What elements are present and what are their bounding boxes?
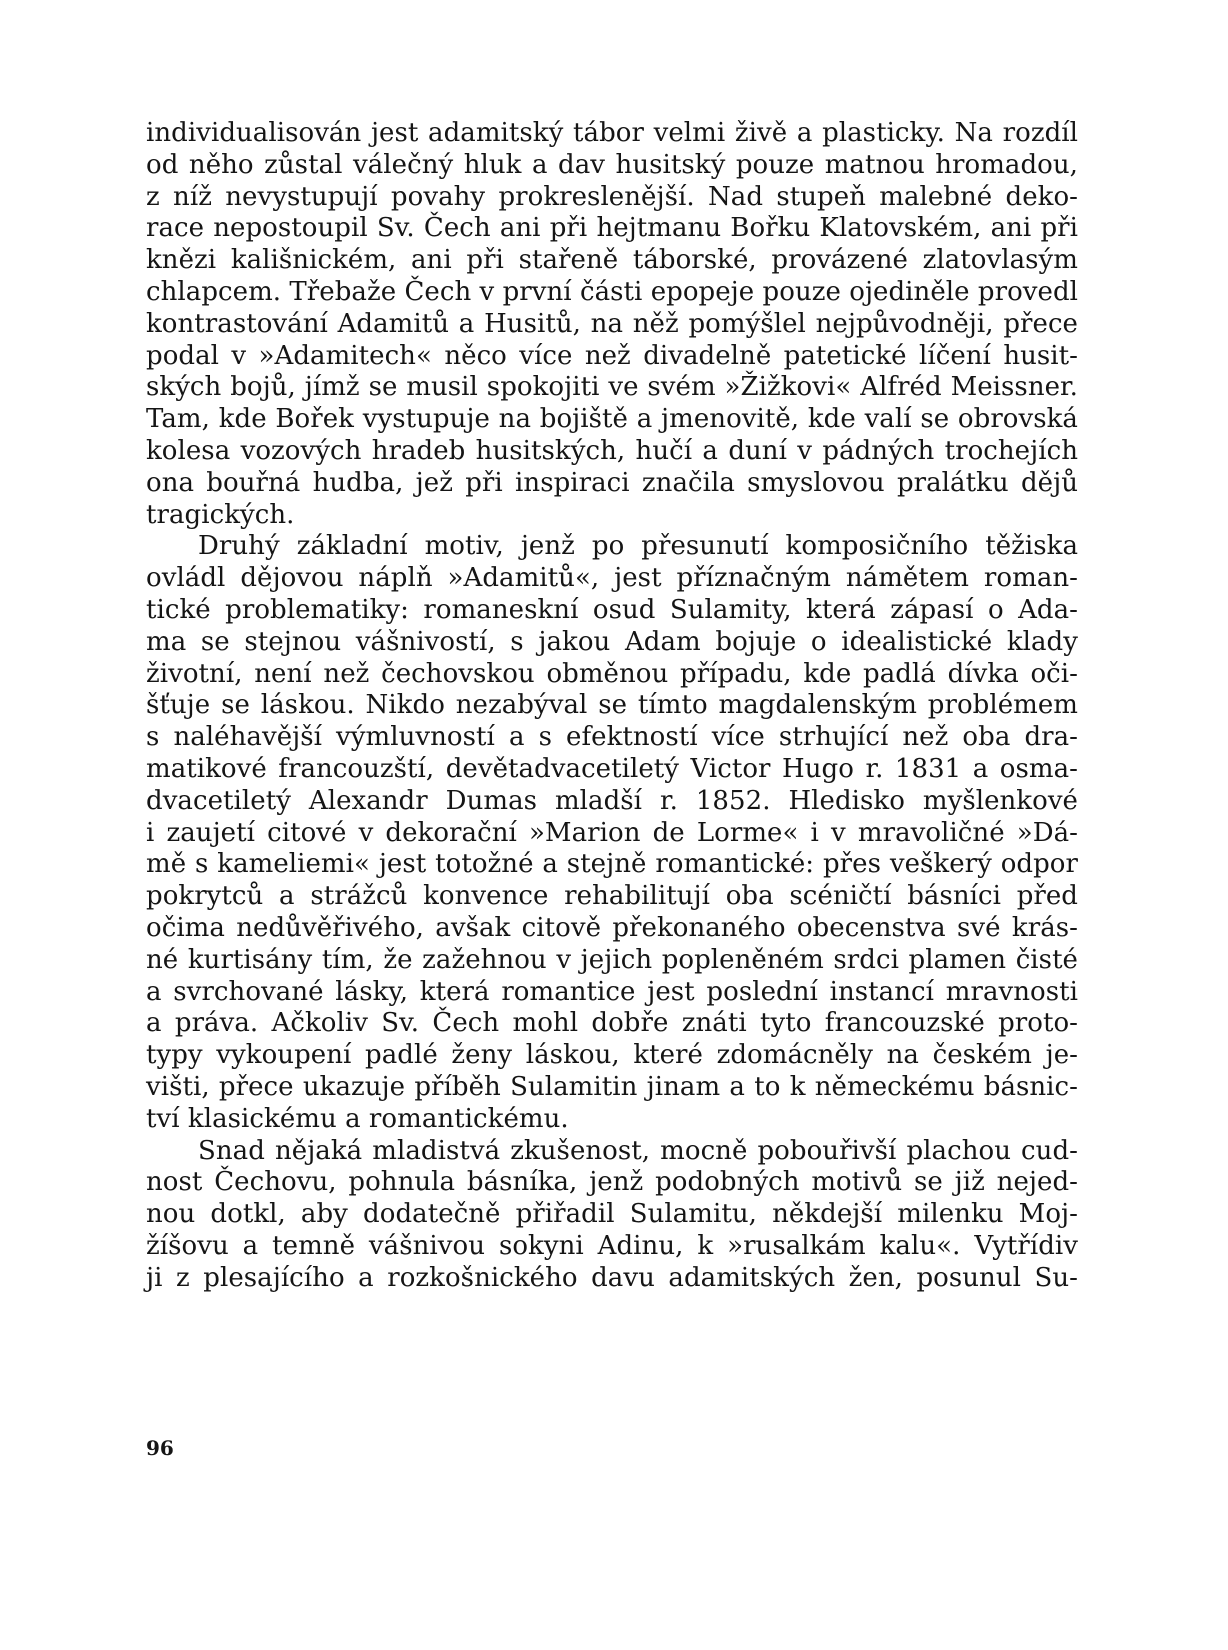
text-line: chlapcem. Třebaže Čech v první části epopeje pouze ojediněle provedl (146, 276, 1079, 307)
text-line: Druhý základní motiv, jenž po přesunutí komposičního těžiska (198, 531, 1078, 562)
text-line: individualisován jest adamitský tábor velmi živě a plasticky. Na rozdíl (146, 118, 1078, 148)
text-line: tické problematiky: romaneskní osud Sulamity, která zápasí o Ada- (146, 594, 1078, 625)
page-number: 96 (146, 1436, 174, 1460)
text-line: Tam, kde Bořek vystupuje na bojiště a jmenovitě, kde valí se obrovská (146, 404, 1078, 435)
paragraph-1 (146, 118, 1078, 531)
text-line: ji z plesajícího a rozkošnického davu adamitských žen, posunul Su- (146, 1262, 1078, 1293)
text-line: né kurtisány tím, že zažehnou v jejich popleněném srdci plamen čisté (146, 944, 1078, 975)
text-line: Snad nějaká mladistvá zkušenost, mocně pobouřivší plachou cud- (198, 1135, 1078, 1166)
text-line: ona bouřná hudba, jež při inspiraci značila smyslovou pralátku dějů (146, 467, 1078, 498)
text-line: žíšovu a temně vášnivou sokyni Adinu, k »rusalkám kalu«. Vytřídiv (146, 1230, 1078, 1261)
text-line: višti, přece ukazuje příběh Sulamitin jinam a to k německému básnic- (146, 1071, 1078, 1102)
text-line: knězi kališnickém, ani při stařeně táborské, provázené zlatovlasým (146, 245, 1078, 276)
text-line: typy vykoupení padlé ženy láskou, které zdomácněly na českém je- (146, 1040, 1078, 1071)
text-line: i zaujetí citové v dekorační »Marion de Lorme« i v mravoličné »Dá- (146, 817, 1078, 848)
text-line: nou dotkl, aby dodatečně přiřadil Sulamitu, někdejší milenku Moj- (146, 1199, 1078, 1230)
text-line: kolesa vozových hradeb husitských, hučí a duní v pádných trochejích (146, 435, 1078, 466)
text-line: tví klasickému a romantickému. (146, 1103, 569, 1134)
text-line: pokrytců a strážců konvence rehabilitují oba scéničtí básníci před (146, 881, 1078, 912)
text-line: očima nedůvěřivého, avšak citově překonaného obecenstva své krás- (146, 912, 1078, 943)
text-line: nost Čechovu, pohnula básníka, jenž podobných motivů se již nejed- (146, 1167, 1078, 1198)
text-line: tragických. (146, 499, 295, 530)
text-line: kontrastování Adamitů a Husitů, na něž pomýšlel nejpůvodněji, přece (146, 308, 1078, 339)
text-line: od něho zůstal válečný hluk a dav husitský pouze matnou hromadou, (146, 149, 1078, 180)
text-line: ovládl dějovou náplň »Adamitů«, jest příznačným námětem roman- (146, 563, 1078, 594)
text-line: z níž nevystupují povahy prokreslenější. Nad stupeň malebné deko- (146, 181, 1078, 212)
text-line: dvacetiletý Alexandr Dumas mladší r. 1852. Hledisko myšlenkové (146, 785, 1078, 816)
text-line: ma se stejnou vášnivostí, s jakou Adam bojuje o idealistické klady (146, 626, 1078, 657)
text-line: životní, není než čechovskou obměnou případu, kde padlá dívka oči- (146, 658, 1078, 689)
text-line: ských bojů, jímž se musil spokojiti ve svém »Žižkovi« Alfréd Meissner. (146, 372, 1078, 403)
paragraph-3 (146, 1136, 1078, 1295)
text-line: mě s kameliemi« jest totožné a stejně romantické: přes veškerý odpor (146, 849, 1078, 880)
paragraph-2 (146, 531, 1078, 1135)
text-line: a práva. Ačkoliv Sv. Čech mohl dobře znáti tyto francouzské proto- (146, 1008, 1078, 1039)
text-line: matikové francouzští, devětadvacetiletý Victor Hugo r. 1831 a osma- (146, 753, 1078, 784)
text-line: a svrchované lásky, která romantice jest poslední instancí mravnosti (146, 976, 1078, 1007)
text-line: race nepostoupil Sv. Čech ani při hejtmanu Bořku Klatovském, ani při (146, 213, 1078, 244)
body-text (146, 118, 1078, 1294)
text-line: šťuje se láskou. Nikdo nezabýval se tímto magdalenským problémem (146, 690, 1078, 721)
text-line: s naléhavější výmluvností a s efektností více strhující než oba dra- (146, 722, 1078, 753)
text-line: podal v »Adamitech« něco více než divadelně patetické líčení husit- (146, 340, 1078, 371)
